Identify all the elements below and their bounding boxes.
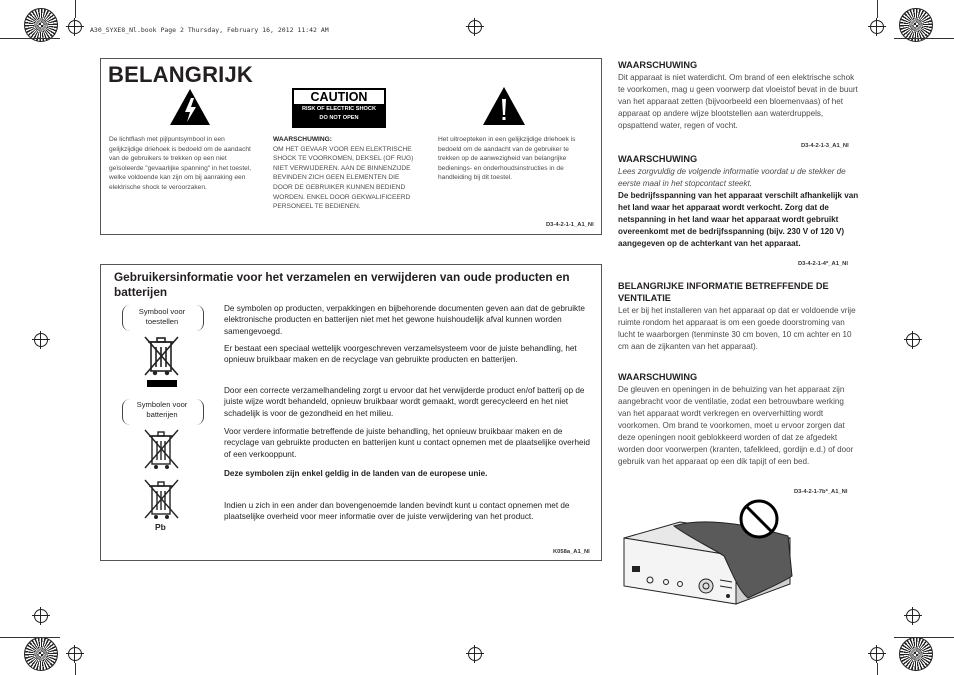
registration-mark-icon (868, 18, 886, 36)
disposal-paragraph-3: Door een correcte verzamelhandeling zorgt u ervoor dat het verwijderde product en/of batterij op de juiste wijze wordt behandeld, opnieuw bruikbaar wordt gemaakt, wordt gerecycleerd en het niet schadelijk is voor de gezondheid en het milieu. (224, 386, 585, 418)
color-registration-mark-icon (899, 637, 933, 671)
ventilation-heading: BELANGRIJKE INFORMATIE BETREFFENDE DE VENTILATIE (618, 281, 829, 303)
registration-mark-icon (904, 331, 922, 349)
products-label: Symbool voor toestellen (138, 307, 186, 326)
crop-mark (894, 38, 954, 39)
registration-mark-icon (66, 645, 84, 663)
warning-3-heading: WAARSCHUWING (618, 372, 698, 382)
caution-subtitle-1: RISK OF ELECTRIC SHOCK (302, 106, 376, 112)
warning-heading: WAARSCHUWING: (273, 136, 332, 143)
registration-mark-icon (466, 645, 484, 663)
prohibited-icon (738, 498, 780, 540)
disposal-paragraph-4: Voor verdere informatie betreffende de juiste behandling, het opnieuw bruikbaar maken en de recyclage van gebruikte producten en batterijen kunt u contact opnemen met de plaatselijke overheid of een verkooppunt. (224, 427, 590, 459)
warning-3-reference: D3-4-2-1-7b*_A1_Nl (794, 489, 848, 495)
lightning-triangle-icon (169, 88, 211, 126)
ventilation-text: Let er bij het installeren van het apparaat op dat er voldoende vrije ruimte rondom het apparaat is om een goede doorstroming van lucht te waarborgen (tenminste 30 cm boven, 10 cm achter en 10 cm aan de zijkanten van het apparaat). (618, 306, 856, 351)
registration-mark-icon (904, 607, 922, 625)
crop-mark (894, 637, 954, 638)
exclamation-symbol-text: Het uitroepteken in een gelijkzijdige driehoek is bedoeld om de aandacht van de gebruiker te trekken op de aanwezigheid van belangrijke bedienings- en onderhoudsinstructies in de handleiding bij dit toestel. (438, 136, 576, 182)
warning-1-heading: WAARSCHUWING (618, 60, 698, 70)
warning-2-heading: WAARSCHUWING (618, 154, 698, 164)
crossed-bin-icon (140, 333, 184, 388)
important-title: BELANGRIJK (108, 62, 254, 87)
crop-mark (75, 0, 76, 18)
lightning-symbol-text: De lichtflash met pijlpuntsymbool in een gelijkzijdige driehoek is bedoeld om de aandacht van de gebruikers te trekken op een niet geïsoleerde "gevaarlijke spanning" in het toestel, welke voldoende kan zijn om bij aanraking een elektrische shock te veroorzaken. (109, 136, 252, 191)
color-registration-mark-icon (899, 8, 933, 42)
caution-subtitle-2: DO NOT OPEN (319, 115, 359, 121)
exclamation-triangle-icon (482, 86, 526, 126)
warning-2-text: De bedrijfsspanning van het apparaat verschilt afhankelijk van het land waar het apparaat wordt verkocht. Zorg dat de netspanning in het land waar het apparaat wordt gebruikt overeenkomt met de bedrijfsspanning (bijv. 230 V of 120 V) aangegeven op de achterkant van het apparaat. (618, 191, 859, 248)
disposal-paragraph-2: Er bestaat een speciaal wettelijk voorgeschreven verzamelsysteem voor de juiste behandling, het opnieuw bruikbaar maken en de recyclage van gebruikte producten en batterijen. (224, 344, 577, 365)
warning-1-reference: D3-4-2-1-3_A1_Nl (801, 143, 849, 149)
warning-1-text: Dit apparaat is niet waterdicht. Om brand of een elektrische schok te voorkomen, mag u geen voorwerp dat vloeistof bevat in de buurt van het apparaat zetten (bijvoorbeeld een bloemenvaas) of het apparaat op andere wijze blootstellen aan waterdruppels, opspattend water, regen of vocht. (618, 73, 858, 130)
color-registration-mark-icon (24, 8, 58, 42)
caution-title: CAUTION (294, 90, 384, 104)
disposal-paragraph-6: Indien u zich in een ander dan bovengenoemde landen bevindt kunt u contact opnemen met de plaatselijke overheid voor meer informatie over de juiste verwijdering van het product. (224, 501, 570, 522)
registration-mark-icon (32, 607, 50, 625)
registration-mark-icon (66, 18, 84, 36)
warning-2-intro: Lees zorgvuldig de volgende informatie voordat u de stekker de eerste maal in het stopcontact steekt. (618, 167, 846, 188)
registration-mark-icon (466, 18, 484, 36)
warning-3-text: De gleuven en openingen in de behuizing van het apparaat zijn aangebracht voor de ventilatie, zodat een betrouwbare werking van het apparaat wordt verkregen en oververhitting wordt voorkomen. Om brand te voorkomen, moet u ervoor zorgen dat deze openingen nooit geblokkeerd worden of dat ze afgedekt worden door voorwerpen (kranten, tafelkleed, gordijn e.d.) of door gebruik van het apparaat op een dik tapijt of een bed. (618, 385, 854, 466)
caution-label (292, 88, 386, 128)
crop-mark (75, 663, 76, 675)
disposal-title: Gebruikersinformatie voor het verzamelen en verwijderen van oude producten en batterijen (114, 270, 570, 299)
disposal-paragraph-1: De symbolen op producten, verpakkingen en bijbehorende documenten geven aan dat de gebruikte elektronische producten en batterijen niet met het gewone huishoudelijk afval kunnen worden samengevoegd. (224, 304, 585, 336)
disposal-eu-notice: Deze symbolen zijn enkel geldig in de landen van de europese unie. (224, 469, 488, 478)
file-header: A30_SYXE8_Nl.book Page 2 Thursday, February 16, 2012 11:42 AM (90, 26, 329, 34)
warning-2-reference: D3-4-2-1-4*_A1_Nl (798, 261, 848, 267)
warning-text: OM HET GEVAAR VOOR EEN ELEKTRISCHE SHOCK TE VOORKOMEN, DEKSEL (OF RUG) NIET VERWIJDEREN. AAN DE BINNENZIJDE BEVINDEN ZICH GEEN ELEMENTEN DIE DOOR DE GEBRUIKER KUNNEN BEDIEND WORDEN. ENKEL DOOR GEKWALIFICEERD PERSONEEL TE BEDIENEN. (273, 145, 414, 211)
crop-mark (877, 663, 878, 675)
crop-mark (0, 637, 60, 638)
registration-mark-icon (32, 331, 50, 349)
crossed-bin-battery-icon (140, 427, 184, 473)
batteries-label: Symbolen voor batterijen (136, 400, 188, 419)
registration-mark-icon (868, 645, 886, 663)
disposal-reference-code: K058a_A1_Nl (553, 549, 590, 555)
crop-mark (877, 0, 878, 18)
pb-label: Pb (155, 522, 166, 532)
crossed-bin-pb-icon (140, 477, 184, 523)
color-registration-mark-icon (24, 637, 58, 671)
crop-mark (0, 38, 60, 39)
reference-code: D3-4-2-1-1_A1_Nl (546, 222, 594, 228)
